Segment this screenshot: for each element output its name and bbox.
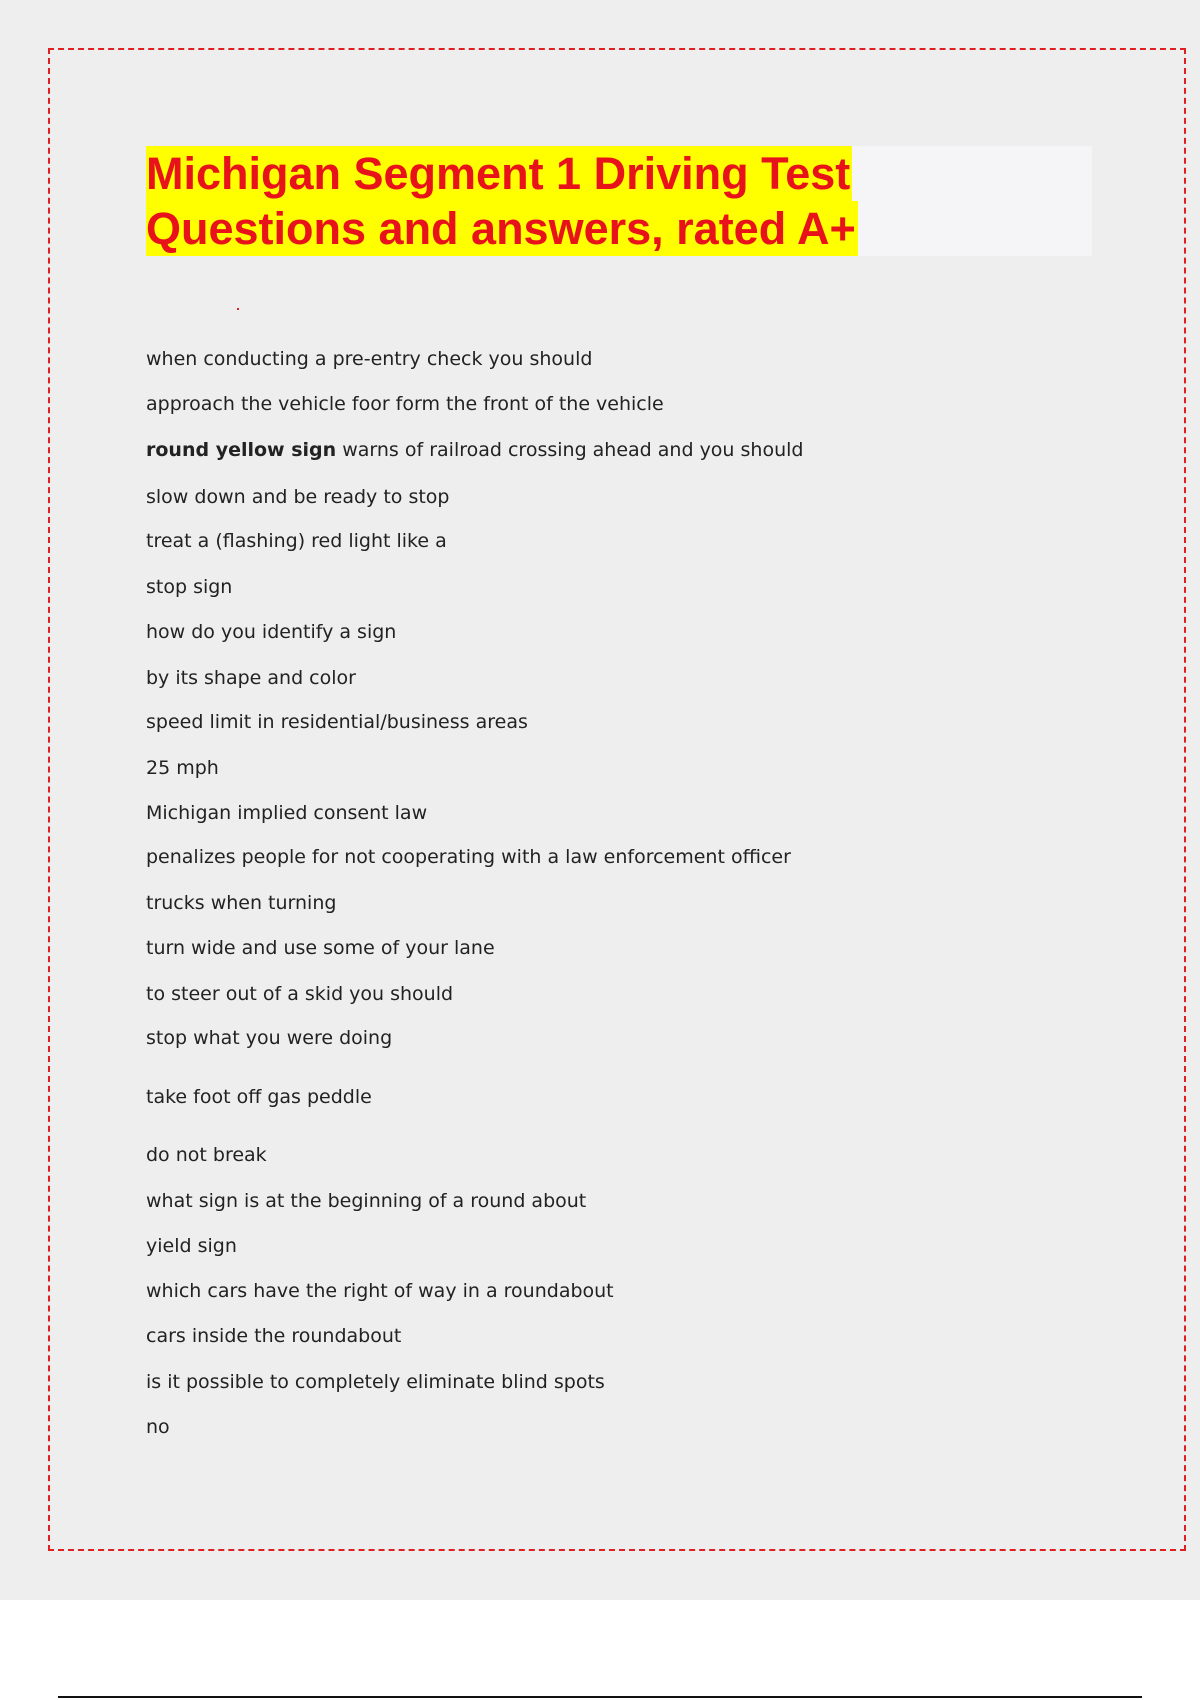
qa-line <box>146 1142 267 1168</box>
qa-line-text: take foot off gas peddle <box>146 1086 372 1108</box>
qa-line <box>146 1233 237 1259</box>
qa-line-text: do not break <box>146 1144 267 1166</box>
qa-line <box>146 755 219 781</box>
red-dot-mark <box>237 308 239 310</box>
qa-line-text: no <box>146 1416 170 1438</box>
qa-line-text: approach the vehicle foor form the front of the vehicle <box>146 393 664 415</box>
qa-line <box>146 935 495 961</box>
qa-line <box>146 346 592 372</box>
title-line-2: Questions and answers, rated A+ <box>146 203 856 254</box>
qa-line-text: by its shape and color <box>146 667 356 689</box>
qa-line <box>146 709 528 735</box>
qa-line-text: what sign is at the beginning of a round about <box>146 1190 587 1212</box>
qa-line-text: when conducting a pre-entry check you should <box>146 348 593 370</box>
qa-line-text: warns of railroad crossing ahead and you should <box>336 439 804 461</box>
qa-line <box>146 528 447 554</box>
qa-line <box>146 391 664 417</box>
document-title <box>146 146 858 256</box>
qa-line <box>146 1084 372 1110</box>
qa-line <box>146 619 396 645</box>
qa-line <box>146 1188 586 1214</box>
qa-line-text: is it possible to completely eliminate blind spots <box>146 1371 605 1393</box>
qa-line <box>146 981 453 1007</box>
qa-line-text: treat a (flashing) red light like a <box>146 530 447 552</box>
qa-line <box>146 1323 401 1349</box>
qa-line-text: Michigan implied consent law <box>146 802 428 824</box>
qa-line-text: stop sign <box>146 576 233 598</box>
qa-line-bold: round yellow sign <box>146 439 337 461</box>
qa-line <box>146 890 336 916</box>
qa-line <box>146 574 232 600</box>
qa-line-text: turn wide and use some of your lane <box>146 937 495 959</box>
qa-line-text: penalizes people for not cooperating with a law enforcement officer <box>146 846 791 868</box>
qa-line-text: stop what you were doing <box>146 1027 393 1049</box>
qa-line <box>146 844 791 870</box>
bottom-rule <box>58 1696 1142 1698</box>
qa-line-text: to steer out of a skid you should <box>146 983 454 1005</box>
qa-line <box>146 1278 614 1304</box>
qa-line <box>146 665 356 691</box>
qa-line <box>146 800 427 826</box>
qa-line <box>146 1414 170 1440</box>
qa-line-text: speed limit in residential/business areas <box>146 711 528 733</box>
qa-line-text: cars inside the roundabout <box>146 1325 402 1347</box>
qa-line-text: 25 mph <box>146 757 219 779</box>
qa-line-text: which cars have the right of way in a roundabout <box>146 1280 614 1302</box>
qa-line <box>146 437 803 463</box>
qa-line-text: how do you identify a sign <box>146 621 397 643</box>
qa-line-text: slow down and be ready to stop <box>146 486 450 508</box>
title-line-1: Michigan Segment 1 Driving Test <box>146 148 851 199</box>
qa-line-text: yield sign <box>146 1235 237 1257</box>
qa-line-text: trucks when turning <box>146 892 337 914</box>
qa-line <box>146 484 449 510</box>
qa-line <box>146 1025 392 1051</box>
qa-line <box>146 1369 605 1395</box>
